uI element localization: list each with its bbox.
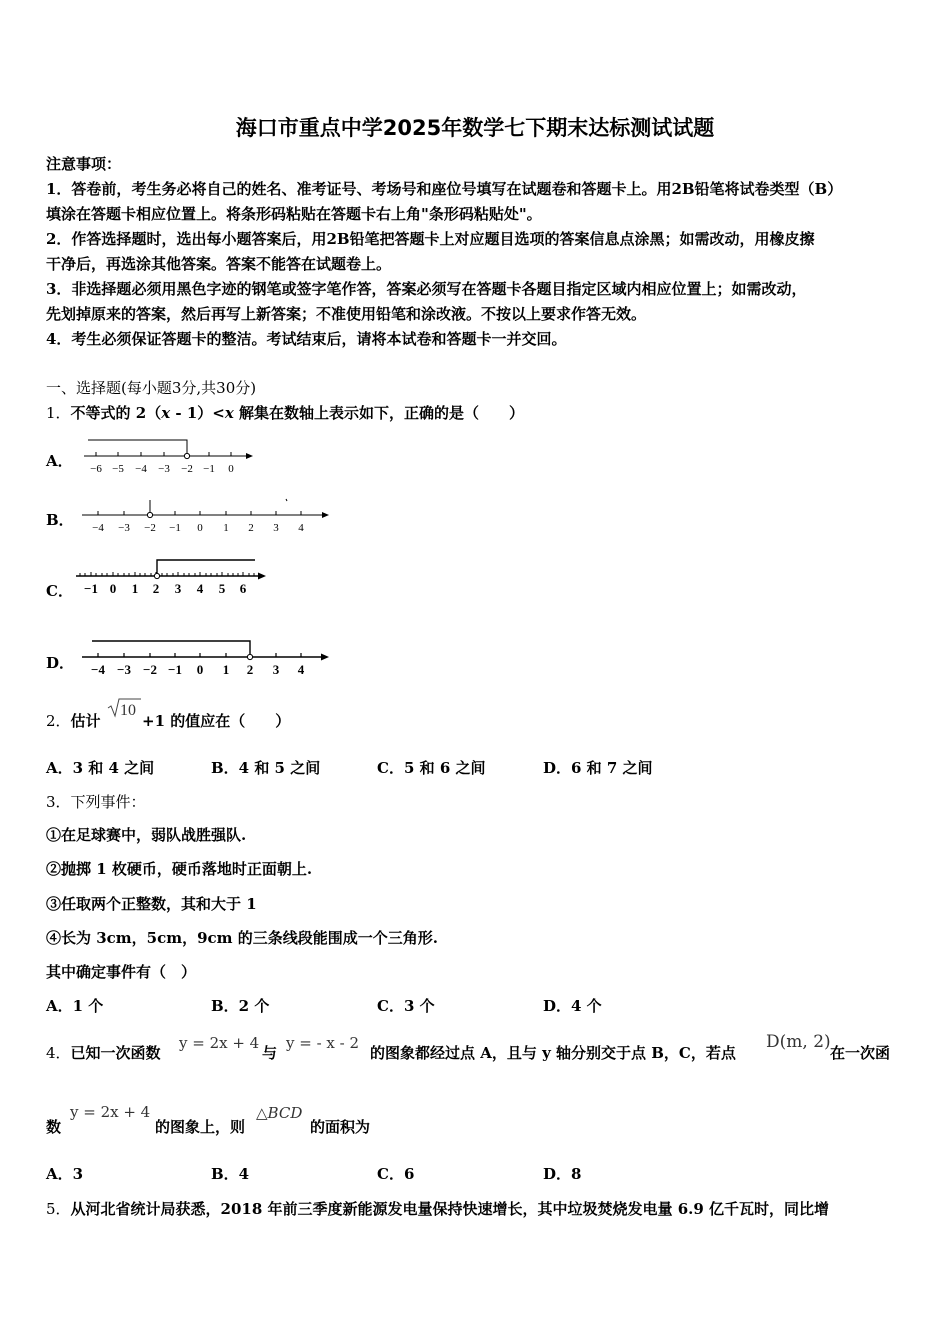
- question-4-text: 的图象都经过点 A，且与 y 轴分别交于点 B，C，若点: [370, 1044, 736, 1062]
- tick-label: 4: [196, 581, 204, 596]
- notice-line: 先划掉原来的答案，然后再写上新答案；不准使用铅笔和涂改液。不按以上要求作答无效。: [46, 305, 647, 323]
- option-b: B．4 和 5 之间: [211, 759, 321, 777]
- question-number: 2．: [46, 712, 71, 730]
- option-d: D．8: [543, 1165, 582, 1183]
- event-item: ④长为 3cm，5cm，9cm 的三条线段能围成一个三角形.: [46, 929, 438, 947]
- tick-label: −3: [117, 662, 131, 677]
- question-number: 4．: [46, 1044, 71, 1062]
- page-title: 海口市重点中学2025年数学七下期末达标测试试题: [235, 116, 715, 140]
- question-number: 1．: [46, 404, 71, 422]
- notice-line: 1．答卷前，考生务必将自己的姓名、准考证号、考场号和座位号填写在试题卷和答题卡上。用2B铅笔将试卷类型（B）: [46, 180, 843, 198]
- option-a: A．3: [46, 1165, 84, 1183]
- question-2-text: +1 的值应在（ ）: [142, 712, 291, 730]
- notice-line: 4．考生必须保证答题卡的整洁。考试结束后，请将本试卷和答题卡一并交回。: [46, 330, 567, 348]
- option-a: A．3 和 4 之间: [46, 759, 155, 777]
- question-number: 3．: [46, 793, 71, 811]
- radicand: 10: [120, 702, 136, 719]
- tick-label: −4: [92, 522, 104, 534]
- event-item: ②抛掷 1 枚硬币，硬币落地时正面朝上.: [46, 860, 313, 878]
- question-1: 1．不等式的 2（x - 1）<x 解集在数轴上表示如下，正确的是（ ）: [46, 404, 525, 422]
- option-c: C．6: [377, 1165, 415, 1183]
- event-item: ①在足球赛中，弱队战胜强队.: [46, 826, 247, 844]
- tick-label: −4: [91, 662, 105, 677]
- function-2: y = - x - 2: [286, 1034, 360, 1052]
- option-b: B．4: [211, 1165, 250, 1183]
- option-d: D．4 个: [543, 997, 602, 1015]
- triangle-bcd: △BCD: [256, 1104, 303, 1122]
- option-c: C．3 个: [377, 997, 435, 1015]
- tick-label: −3: [118, 522, 130, 534]
- tick-label: 3: [174, 581, 182, 596]
- tick-label: −1: [203, 463, 215, 475]
- question-3: 3．下列事件：: [46, 793, 146, 811]
- tick-label: 4: [298, 522, 304, 534]
- point-d: D(m, 2): [766, 1032, 831, 1052]
- tick-label: −2: [144, 522, 156, 534]
- tick-label: 1: [222, 662, 230, 677]
- option-a: A．1 个: [46, 997, 104, 1015]
- tick-label: 2: [248, 522, 254, 534]
- tick-label: 3: [273, 522, 279, 534]
- tick-label: 4: [297, 662, 305, 677]
- question-4-text: 的面积为: [310, 1118, 371, 1136]
- tick-label: 0: [197, 522, 203, 534]
- tick-label: 0: [109, 581, 117, 596]
- notice-line: 3．非选择题必须用黑色字迹的钢笔或签字笔作答，答案必须写在答题卡各题目指定区域内相应位置上；如需改动，: [46, 280, 807, 298]
- option-d: D．6 和 7 之间: [543, 759, 653, 777]
- tick-label: −3: [158, 463, 170, 475]
- tick-label: 1: [223, 522, 229, 534]
- event-item: ③任取两个正整数，其和大于 1: [46, 895, 257, 913]
- question-number: 5．: [46, 1200, 71, 1218]
- tick-label: −1: [169, 522, 181, 534]
- option-label-a: A．: [46, 452, 73, 470]
- section-heading: 一、选择题(每小题3分,共30分): [46, 379, 257, 397]
- tick-label: −1: [84, 581, 98, 596]
- tick-label: 5: [218, 581, 226, 596]
- tick-label: 1: [131, 581, 139, 596]
- question-3-prompt: 其中确定事件有（ ）: [46, 963, 197, 981]
- question-5: 5．从河北省统计局获悉，2018 年前三季度新能源发电量保持快速增长，其中垃圾焚烧发电量 6.9 亿千瓦时，同比增: [46, 1200, 830, 1218]
- notice-heading: 注意事项：: [46, 155, 122, 173]
- tick-label: 3: [272, 662, 280, 677]
- tick-label: −2: [143, 662, 157, 677]
- notice-line: 2．作答选择题时，选出每小题答案后，用2B铅笔把答题卡上对应题目选项的答案信息点涂黑；如需改动，用橡皮擦: [46, 230, 815, 248]
- tick-label: −1: [168, 662, 182, 677]
- option-c: C．5 和 6 之间: [377, 759, 486, 777]
- question-4-text: 数: [46, 1118, 62, 1136]
- tick-label: 6: [239, 581, 247, 596]
- tick-label: 2: [246, 662, 254, 677]
- tick-label: −6: [90, 463, 102, 475]
- question-4-line-1: 4．已知一次函数: [46, 1044, 161, 1062]
- tick-label: 0: [196, 662, 204, 677]
- option-label-b: B．: [46, 511, 74, 529]
- tick-label: −2: [181, 463, 193, 475]
- option-label-d: D．: [46, 654, 75, 672]
- question-4-text: 的图象上，则: [155, 1118, 246, 1136]
- notice-line: 填涂在答题卡相应位置上。将条形码粘贴在答题卡右上角"条形码粘贴处"。: [46, 205, 542, 223]
- question-4-text: 与: [262, 1044, 278, 1062]
- question-4-text: 在一次函: [830, 1044, 891, 1062]
- tick-label: 2: [152, 581, 160, 596]
- function-1: y = 2x + 4: [179, 1034, 260, 1052]
- function-3: y = 2x + 4: [70, 1103, 151, 1121]
- option-label-c: C．: [46, 582, 73, 600]
- tick-label: 0: [228, 463, 234, 475]
- notice-line: 干净后，再选涂其他答案。答案不能答在试题卷上。: [46, 255, 392, 273]
- tick-label: −4: [135, 463, 147, 475]
- question-2: 2．估计: [46, 712, 101, 730]
- option-b: B．2 个: [211, 997, 270, 1015]
- tick-label: −5: [112, 463, 124, 475]
